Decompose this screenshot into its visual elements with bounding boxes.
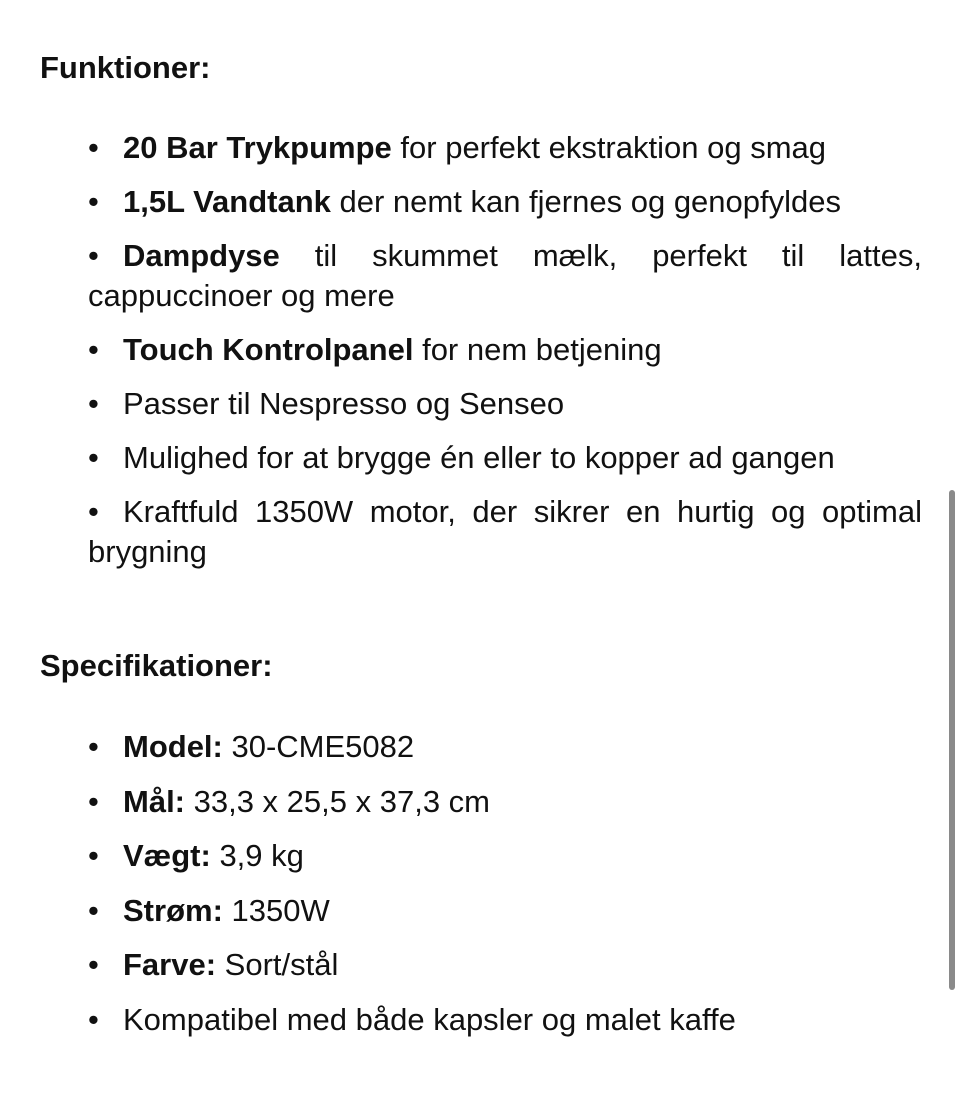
list-item [88,836,922,876]
list-item [88,182,922,222]
item-text: 30-CME5082 [222,729,415,764]
item-text: Mulighed for at brygge én eller to kopper ad gangen [123,440,835,475]
bullet-icon: • [88,838,99,873]
item-text: 3,9 kg [210,838,304,873]
section-heading-funktioner: Funktioner: [40,50,211,85]
bullet-icon: • [88,238,99,273]
list-item [88,492,922,572]
item-bold-label: Touch Kontrolpanel [123,332,414,367]
list-item [88,1000,922,1040]
feature-list [88,128,922,586]
bullet-icon: • [88,947,99,982]
item-bold-label: 1,5L Vandtank [123,184,331,219]
section-heading-specifikationer: Specifikationer: [40,648,273,683]
list-item [88,236,922,316]
list-item [88,891,922,931]
bullet-icon: • [88,729,99,764]
item-bold-label: 20 Bar Trykpumpe [123,130,392,165]
item-text: 33,3 x 25,5 x 37,3 cm [185,783,491,819]
item-text: Kompatibel med både kapsler og malet kaffe [123,1001,736,1037]
bullet-icon: • [88,783,99,819]
item-text: Sort/stål [216,947,339,982]
bullet-icon: • [88,130,99,165]
item-text: til skummet mælk, perfekt til lattes, cappuccinoer og mere [88,238,922,313]
item-bold-label: Mål: [123,783,185,819]
list-item [88,945,922,985]
list-item [88,438,922,478]
item-bold-label: Strøm: [123,892,223,928]
bullet-icon: • [88,184,99,219]
item-text: Kraftfuld 1350W motor, der sikrer en hurtig og optimal brygning [88,494,922,569]
list-item [88,384,922,424]
bullet-icon: • [88,892,99,928]
bullet-icon: • [88,440,99,475]
bullet-icon: • [88,494,99,529]
item-text: for perfekt ekstraktion og smag [391,130,826,165]
list-item [88,727,922,767]
vertical-scrollbar[interactable] [949,490,955,990]
spec-list [88,727,922,1054]
bullet-icon: • [88,386,99,421]
bullet-icon: • [88,332,99,367]
list-item [88,330,922,370]
list-item [88,782,922,822]
item-text: Passer til Nespresso og Senseo [123,386,565,421]
item-text: der nemt kan fjernes og genopfyldes [330,184,841,219]
item-text: for nem betjening [413,332,662,367]
item-bold-label: Dampdyse [123,238,280,273]
item-bold-label: Model: [123,729,223,764]
item-text: 1350W [222,892,330,928]
bullet-icon: • [88,1001,99,1037]
item-bold-label: Vægt: [123,838,211,873]
list-item [88,128,922,168]
item-bold-label: Farve: [123,947,217,982]
